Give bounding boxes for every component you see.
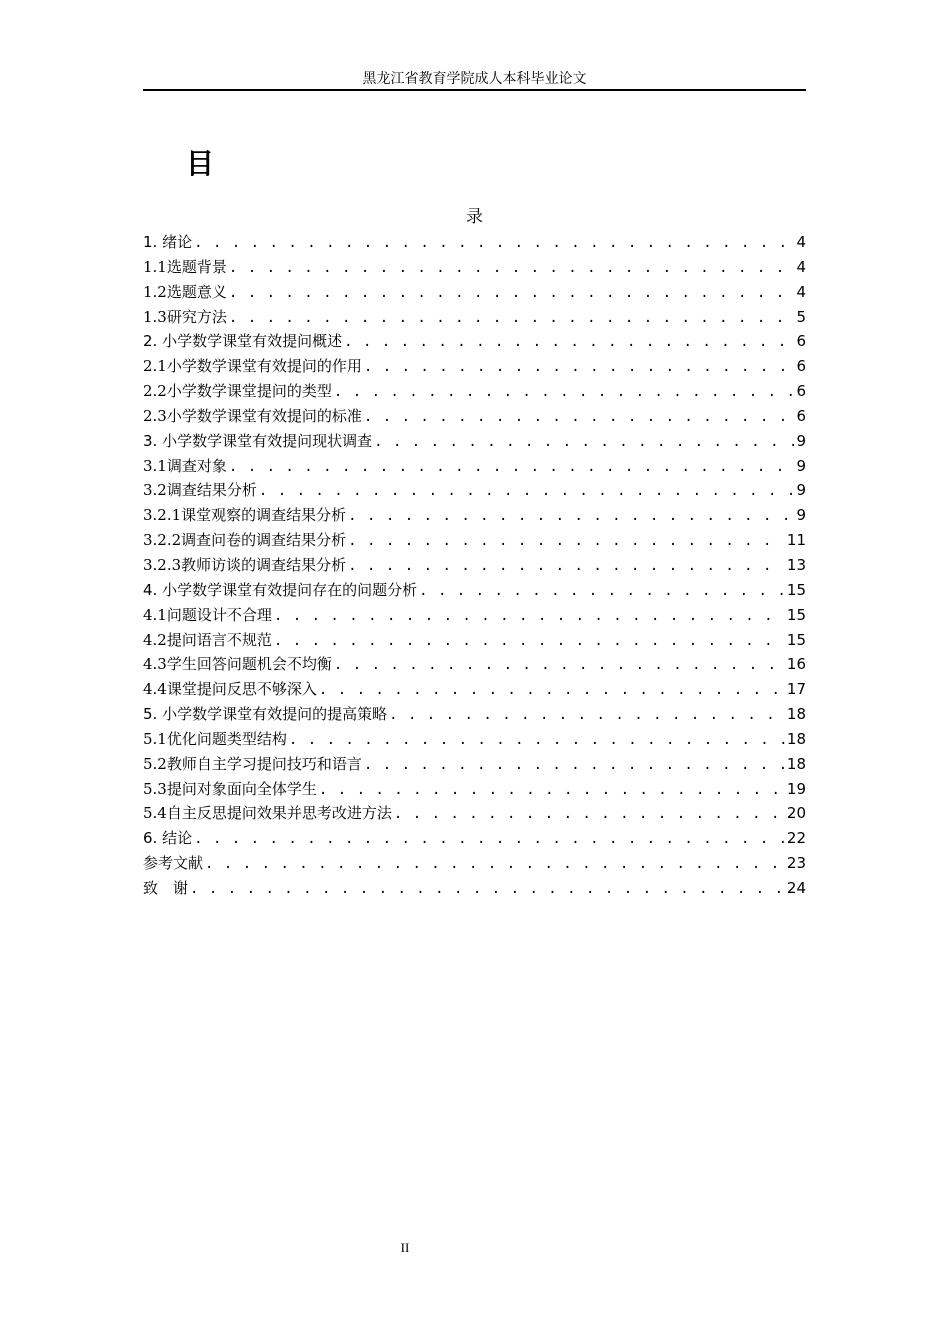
toc-title-main: 目 [186,147,215,180]
toc-entry-page: 9 [796,456,806,475]
toc-dot-leader [394,802,785,826]
toc-dot-leader [229,455,795,479]
toc-entry-title: 1.3研究方法 [143,307,227,326]
toc-entry-page: 20 [786,804,806,823]
toc-entry[interactable] [143,677,806,702]
toc-entry-page: 18 [786,705,806,724]
toc-entry-title: 1.1选题背景 [143,257,227,276]
toc-entry[interactable] [143,777,806,802]
toc-entry-page: 15 [786,630,806,649]
toc-dot-leader [334,653,785,677]
table-of-contents [143,230,806,901]
toc-entry-title: 5.3提问对象面向全体学生 [143,779,317,798]
toc-entry[interactable] [143,826,806,851]
toc-dot-leader [274,604,785,628]
toc-entry-title: 1. 绪论 [143,233,193,251]
toc-entry[interactable] [143,429,806,454]
toc-dot-leader [194,827,785,851]
toc-entry[interactable] [143,230,806,255]
toc-entry-page: 11 [786,531,806,550]
toc-entry-title: 3. 小学数学课堂有效提问现状调查 [143,431,373,450]
toc-entry[interactable] [143,851,806,876]
toc-dot-leader [344,330,794,354]
toc-entry-title: 1.2选题意义 [143,282,227,301]
toc-dot-leader [348,554,785,578]
toc-entry[interactable] [143,702,806,727]
toc-dot-leader [274,629,785,653]
toc-entry-page: 16 [786,655,806,674]
toc-dot-leader [319,678,785,702]
toc-dot-leader [259,479,795,503]
toc-entry-page: 15 [786,605,806,624]
toc-entry[interactable] [143,478,806,503]
toc-entry-page: 24 [786,878,806,897]
toc-entry[interactable] [143,578,806,603]
toc-entry[interactable] [143,603,806,628]
toc-entry-title: 3.2.3教师访谈的调查结果分析 [143,555,347,574]
toc-entry-page: 6 [796,357,806,376]
toc-entry[interactable] [143,255,806,280]
toc-dot-leader [348,529,785,553]
toc-entry[interactable] [143,354,806,379]
toc-entry-title: 3.2.1课堂观察的调查结果分析 [143,506,347,525]
toc-dot-leader [319,778,785,802]
toc-dot-leader [205,852,785,876]
toc-entry-page: 6 [796,406,806,425]
toc-entry[interactable] [143,404,806,429]
toc-entry-title: 5.2教师自主学习提问技巧和语言 [143,754,362,773]
toc-entry-title: 2.3小学数学课堂有效提问的标准 [143,406,362,425]
toc-entry-page: 9 [796,481,806,500]
toc-entry-page: 17 [786,680,806,699]
toc-entry[interactable] [143,280,806,305]
toc-title-sub: 录 [466,207,483,227]
header-rule [143,89,806,91]
toc-entry[interactable] [143,454,806,479]
toc-entry[interactable] [143,553,806,578]
toc-entry[interactable] [143,801,806,826]
page-number: II [400,1240,410,1255]
toc-entry-page: 18 [786,729,806,748]
toc-entry-page: 4 [796,233,806,251]
running-header: 黑龙江省教育学院成人本科毕业论文 [362,71,587,87]
toc-dot-leader [389,703,785,727]
toc-dot-leader [190,877,785,901]
toc-entry-page: 9 [796,431,806,450]
toc-entry-title: 5. 小学数学课堂有效提问的提高策略 [143,705,388,724]
toc-dot-leader [364,405,795,429]
toc-entry-title: 4.1问题设计不合理 [143,605,272,624]
toc-dot-leader [334,380,795,404]
toc-entry-title: 3.2调查结果分析 [143,481,257,500]
toc-entry[interactable] [143,727,806,752]
toc-entry-title: 5.4自主反思提问效果并思考改进方法 [143,804,392,823]
toc-entry[interactable] [143,876,806,901]
toc-entry-title: 5.1优化问题类型结构 [143,729,287,748]
toc-entry[interactable] [143,503,806,528]
toc-entry-page: 4 [796,282,806,301]
toc-dot-leader [348,504,794,528]
toc-entry[interactable] [143,752,806,777]
toc-dot-leader [364,355,795,379]
toc-entry[interactable] [143,652,806,677]
toc-entry-page: 5 [796,307,806,326]
toc-dot-leader [419,579,785,603]
toc-entry[interactable] [143,329,806,354]
toc-entry-title: 4. 小学数学课堂有效提问存在的问题分析 [143,580,418,599]
toc-entry-title: 2.2小学数学课堂提问的类型 [143,382,332,401]
toc-entry-title: 6. 结论 [143,829,193,848]
toc-entry[interactable] [143,528,806,553]
toc-dot-leader [364,753,785,777]
toc-entry-title: 3.1调查对象 [143,456,227,475]
toc-entry[interactable] [143,628,806,653]
toc-entry-title: 致 谢 [143,878,189,897]
toc-entry-page: 6 [796,382,806,401]
toc-entry-title: 4.4课堂提问反思不够深入 [143,680,317,699]
toc-entry-page: 15 [786,580,806,599]
toc-dot-leader [229,281,795,305]
toc-entry-page: 4 [796,257,806,276]
toc-entry-title: 3.2.2调查问卷的调查结果分析 [143,531,347,550]
toc-entry-title: 4.2提问语言不规范 [143,630,272,649]
toc-dot-leader [229,306,795,330]
toc-dot-leader [229,256,795,280]
toc-entry[interactable] [143,305,806,330]
toc-entry-page: 9 [796,506,806,525]
toc-entry-page: 23 [786,854,806,873]
toc-entry-title: 2. 小学数学课堂有效提问概述 [143,332,343,351]
toc-dot-leader [374,430,794,454]
toc-entry-title: 4.3学生回答问题机会不均衡 [143,655,332,674]
toc-entry-page: 22 [786,829,806,848]
toc-dot-leader [289,728,785,752]
toc-dot-leader [194,231,794,255]
toc-entry-page: 6 [796,332,806,351]
toc-entry-title: 2.1小学数学课堂有效提问的作用 [143,357,362,376]
toc-entry-page: 19 [786,779,806,798]
toc-entry-title: 参考文献 [143,854,204,873]
toc-entry-page: 13 [786,555,806,574]
toc-entry-page: 18 [786,754,806,773]
toc-entry[interactable] [143,379,806,404]
